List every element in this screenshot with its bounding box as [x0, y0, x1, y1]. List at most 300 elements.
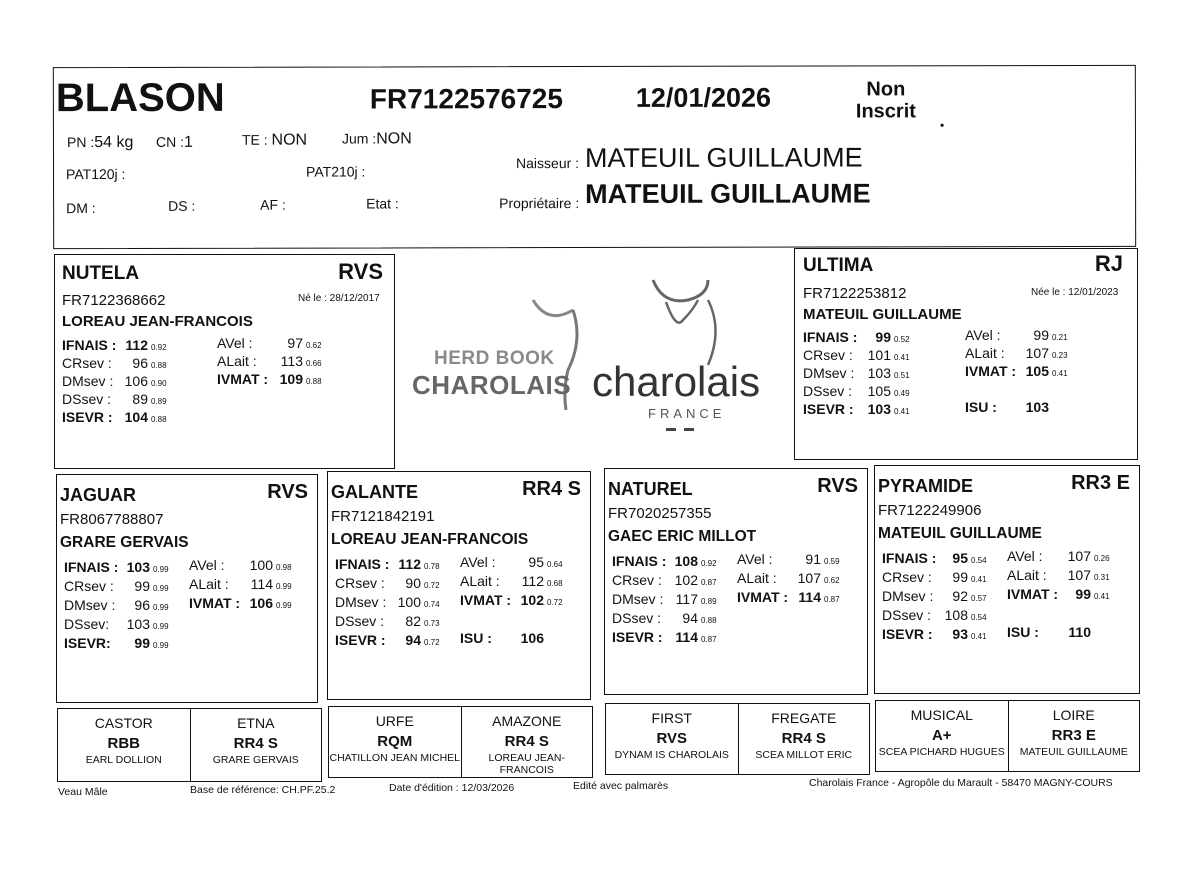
stat-value: 112: [125, 337, 148, 353]
grandparent-stats-left: [612, 553, 717, 648]
great-grandparent-owner: SCEA PICHARD HUGUES: [878, 746, 1005, 758]
grandparent-code: RR4 S: [522, 478, 581, 500]
stat-coefficient: 0.98: [276, 563, 292, 572]
stat-value: 107: [1067, 567, 1091, 583]
brand-text: charolais: [592, 358, 761, 405]
stat-label: CRsev :: [64, 578, 114, 594]
stat-label: ISU :: [460, 630, 492, 646]
footer-palmares: Edité avec palmarès: [573, 780, 669, 792]
stat-value: 108: [674, 553, 698, 569]
stat-coefficient: 0.89: [701, 597, 717, 606]
sire-stats-left: [62, 337, 167, 427]
dam-card: [794, 248, 1138, 460]
grandparent-stats-left: [882, 550, 987, 645]
stat-coefficient: 0.41: [971, 575, 987, 584]
great-grandparent-code: RR3 E: [1051, 727, 1096, 744]
grandparent-stats-right: [189, 557, 292, 614]
stat-value: 103: [867, 365, 891, 381]
stat-row: [612, 572, 717, 591]
stat-value: 103: [126, 559, 150, 575]
stat-row: [803, 329, 910, 347]
stat-row: [189, 595, 292, 614]
stat-label: IVMAT :: [189, 595, 241, 611]
stat-value: 114: [675, 629, 698, 645]
stat-coefficient: 0.26: [1094, 554, 1110, 563]
etat-field: Etat :: [366, 195, 399, 212]
great-grandparent-name: MUSICAL: [910, 707, 973, 723]
great-grandparent-cell: [329, 707, 461, 777]
stat-label: IFNAIS :: [62, 337, 117, 353]
great-grandparent-name: LOIRE: [1052, 707, 1095, 723]
grandparent-name: JAGUAR: [60, 485, 137, 505]
stat-value: 91: [805, 551, 821, 567]
stat-label: IFNAIS :: [612, 553, 667, 569]
stat-row: [1007, 624, 1110, 643]
stat-coefficient: 0.87: [824, 595, 840, 604]
stat-row: [217, 371, 322, 389]
great-grandparent-name: URFE: [375, 713, 414, 729]
sire-id: FR7122368662: [62, 292, 166, 309]
grandparent-name: NATUREL: [608, 479, 693, 499]
stat-row: [460, 573, 563, 592]
stat-row: [62, 391, 167, 409]
great-grandparent-owner: CHATILLON JEAN MICHEL: [329, 752, 460, 764]
stat-coefficient: 0.23: [1052, 351, 1068, 360]
stat-coefficient: 0.21: [1052, 333, 1068, 342]
stat-coefficient: 0.88: [701, 616, 717, 625]
stat-coefficient: 0.88: [151, 361, 167, 370]
stat-label: CRsev :: [335, 575, 385, 591]
stat-value: 106: [520, 630, 544, 646]
stat-row: [189, 576, 292, 595]
stat-label: AVel :: [1007, 548, 1043, 564]
stat-row: [335, 575, 440, 594]
grandparent-card-2: [327, 471, 591, 700]
stat-value: 99: [1033, 327, 1049, 343]
stat-row: [335, 594, 440, 613]
grandparent-code: RVS: [817, 475, 858, 497]
stat-value: 104: [124, 409, 148, 425]
stat-row: [64, 616, 169, 635]
stat-value: 100: [249, 557, 273, 573]
stat-row: [62, 355, 167, 373]
herdbook-charolais-text: CHAROLAIS: [412, 370, 572, 400]
stat-label: IFNAIS :: [882, 550, 937, 566]
sire-owner: LOREAU JEAN-FRANCOIS: [62, 313, 253, 330]
stat-value: 106: [124, 373, 148, 389]
stat-row: [882, 550, 987, 569]
stat-row: [1007, 567, 1110, 586]
stat-coefficient: 0.41: [1052, 369, 1068, 378]
stat-row: [803, 365, 910, 383]
stat-value: 92: [952, 588, 968, 604]
stat-coefficient: 0.59: [824, 557, 840, 566]
stat-row: [737, 589, 840, 608]
stat-label: IVMAT :: [217, 371, 269, 387]
great-grandparent-code: RR4 S: [781, 730, 826, 747]
stat-row: [612, 553, 717, 572]
stat-label: ALait :: [965, 345, 1005, 361]
stat-value: 99: [134, 635, 150, 651]
sire-stats-right: [217, 335, 322, 389]
great-grandparent-cell: [190, 709, 322, 781]
stat-label: CRsev :: [803, 347, 853, 363]
stat-coefficient: 0.64: [547, 560, 563, 569]
dam-stats-left: [803, 329, 910, 419]
dam-owner: MATEUIL GUILLAUME: [803, 306, 962, 323]
stat-label: ALait :: [1007, 567, 1047, 583]
great-grandparent-cell: [876, 701, 1008, 771]
stat-label: ISU :: [1007, 624, 1039, 640]
af-field: AF :: [260, 196, 286, 213]
stat-row: [1007, 586, 1110, 605]
stat-row: [62, 409, 167, 427]
jum-field: Jum :NON: [341, 130, 412, 148]
great-grandparent-code: RBB: [107, 735, 140, 752]
dam-birth-date: Née le : 12/01/2023: [1031, 287, 1119, 298]
stat-coefficient: 0.78: [424, 562, 440, 571]
stat-label: ISEVR :: [882, 626, 933, 642]
stat-label: DSsev:: [64, 616, 110, 632]
great-grandparent-name: FIRST: [651, 710, 692, 726]
stat-row: [612, 610, 717, 629]
stat-value: 106: [249, 595, 273, 611]
brand-sub-text: FRANCE: [648, 406, 726, 421]
grandparent-id: FR8067788807: [60, 511, 164, 528]
great-grandparents-pair-3: [605, 703, 870, 775]
stat-value: 99: [875, 329, 891, 345]
stat-value: 96: [134, 597, 150, 613]
stat-coefficient: 0.87: [701, 635, 717, 644]
pn-field: PN :54 kg: [66, 133, 134, 152]
stat-label: CRsev :: [882, 569, 932, 585]
stat-value: 112: [521, 573, 544, 589]
stat-coefficient: 0.87: [701, 578, 717, 587]
stat-coefficient: 0.54: [971, 556, 987, 565]
stat-label: DSsev :: [803, 383, 853, 399]
stat-row: [612, 591, 717, 610]
stat-coefficient: 0.62: [824, 576, 840, 585]
stat-row: [965, 381, 1068, 399]
stat-value: 112: [398, 556, 421, 572]
stat-value: 96: [132, 355, 148, 371]
animal-name: BLASON: [55, 75, 225, 121]
stat-label: DMsev :: [612, 591, 664, 607]
grandparent-owner: LOREAU JEAN-FRANCOIS: [331, 531, 529, 548]
stat-row: [460, 592, 563, 611]
footer-sex: Veau Mâle: [58, 786, 108, 798]
stat-coefficient: 0.99: [153, 565, 169, 574]
pat210-field: PAT210j :: [306, 163, 366, 180]
stat-row: [1007, 605, 1110, 624]
dm-field: DM :: [66, 200, 96, 217]
stat-coefficient: 0.88: [151, 415, 167, 424]
stat-row: [1007, 548, 1110, 567]
stat-value: 114: [250, 576, 273, 592]
stat-label: DMsev :: [62, 373, 114, 389]
grandparent-card-3: [604, 468, 868, 695]
grandparent-code: RR3 E: [1071, 472, 1130, 494]
great-grandparent-owner: MATEUIL GUILLAUME: [1019, 746, 1128, 758]
stat-value: 105: [1025, 363, 1049, 379]
stat-value: 102: [520, 592, 544, 608]
stat-value: 107: [1067, 548, 1091, 564]
stat-row: [217, 335, 322, 353]
te-field: TE : NON: [241, 131, 308, 149]
stat-coefficient: 0.54: [971, 613, 987, 622]
stat-row: [64, 597, 169, 616]
grandparent-stats-left: [64, 559, 169, 654]
stat-row: [335, 613, 440, 632]
stat-row: [64, 578, 169, 597]
stat-row: [965, 399, 1068, 417]
stat-value: 105: [867, 383, 891, 399]
footer-address: Charolais France - Agropôle du Marault - 58470 MAGNY-COURS: [809, 777, 1113, 789]
ds-field: DS :: [168, 197, 196, 214]
dam-id: FR7122253812: [803, 285, 907, 302]
stat-row: [803, 347, 910, 365]
grandparent-owner: GRARE GERVAIS: [60, 534, 189, 551]
stat-label: AVel :: [189, 557, 225, 573]
dam-code: RJ: [1094, 251, 1123, 276]
stat-value: 109: [279, 371, 303, 387]
cn-field: CN :1: [155, 133, 193, 151]
stat-row: [64, 635, 169, 654]
stat-label: ISU :: [965, 399, 997, 415]
stat-row: [62, 337, 167, 355]
stat-value: 103: [867, 401, 891, 417]
great-grandparent-owner: EARL DOLLION: [85, 754, 162, 766]
stat-coefficient: 0.73: [424, 619, 440, 628]
great-grandparents-pair-2: [328, 706, 593, 778]
stat-row: [335, 632, 440, 651]
stat-coefficient: 0.66: [306, 359, 322, 368]
stat-label: ISEVR :: [62, 409, 113, 425]
stat-row: [882, 626, 987, 645]
great-grandparent-owner: GRARE GERVAIS: [212, 754, 299, 766]
stat-row: [803, 383, 910, 401]
grandparent-card-4: [874, 465, 1140, 694]
stat-row: [882, 607, 987, 626]
stat-coefficient: 0.72: [547, 598, 563, 607]
stat-value: 95: [528, 554, 544, 570]
great-grandparent-name: ETNA: [237, 715, 275, 731]
grandparent-name: PYRAMIDE: [878, 476, 974, 496]
stat-row: [882, 569, 987, 588]
stat-value: 99: [952, 569, 968, 585]
great-grandparent-code: A+: [931, 727, 952, 744]
stat-label: IFNAIS :: [64, 559, 119, 575]
grandparent-id: FR7121842191: [331, 508, 435, 525]
stat-row: [737, 570, 840, 589]
stat-label: ISEVR:: [64, 635, 111, 651]
stat-coefficient: 0.99: [153, 603, 169, 612]
stat-coefficient: 0.72: [424, 581, 440, 590]
stat-label: IFNAIS :: [335, 556, 390, 572]
grandparent-owner: GAEC ERIC MILLOT: [608, 528, 757, 545]
stat-row: [189, 557, 292, 576]
sire-birth-date: Né le : 28/12/2017: [298, 293, 380, 304]
stat-row: [737, 551, 840, 570]
stat-value: 114: [798, 589, 821, 605]
stat-label: ALait :: [460, 573, 500, 589]
stat-coefficient: 0.41: [971, 632, 987, 641]
stat-value: 101: [867, 347, 891, 363]
grandparent-card-1: [56, 474, 318, 703]
stat-value: 110: [1068, 624, 1091, 640]
stat-label: DMsev :: [335, 594, 387, 610]
stat-coefficient: 0.74: [424, 600, 440, 609]
stat-coefficient: 0.57: [971, 594, 987, 603]
stat-label: ISEVR :: [612, 629, 663, 645]
stat-value: 100: [397, 594, 421, 610]
grandparent-id: FR7020257355: [608, 505, 712, 522]
great-grandparent-code: RVS: [656, 730, 688, 747]
stat-label: CRsev :: [612, 572, 662, 588]
stat-row: [460, 554, 563, 573]
status-dot: •: [939, 118, 945, 133]
great-grandparent-name: CASTOR: [94, 715, 153, 731]
stat-coefficient: 0.49: [894, 389, 910, 398]
stat-label: IFNAIS :: [803, 329, 858, 345]
stat-coefficient: 0.31: [1094, 573, 1110, 582]
stat-value: 90: [405, 575, 421, 591]
stat-row: [965, 363, 1068, 381]
dam-stats-right: [965, 327, 1068, 417]
stat-label: DSsev :: [335, 613, 385, 629]
great-grandparent-cell: [461, 707, 593, 777]
stat-row: [460, 630, 563, 649]
stat-label: DMsev :: [803, 365, 855, 381]
great-grandparent-owner: DYNAM IS CHAROLAIS: [614, 749, 729, 761]
stat-value: 107: [1025, 345, 1049, 361]
stat-value: 107: [797, 570, 821, 586]
stat-coefficient: 0.99: [276, 601, 292, 610]
stat-value: 99: [134, 578, 150, 594]
dam-name: ULTIMA: [803, 255, 874, 276]
stat-value: 108: [944, 607, 968, 623]
stat-label: ISEVR :: [803, 401, 854, 417]
sire-name: NUTELA: [62, 263, 140, 284]
footer-edition-date: Date d'édition : 12/03/2026: [389, 782, 515, 794]
great-grandparent-code: RR4 S: [233, 735, 278, 752]
animal-header: [53, 65, 1136, 249]
stat-value: 89: [132, 391, 148, 407]
stat-row: [335, 556, 440, 575]
grandparent-stats-right: [737, 551, 840, 608]
great-grandparent-name: FREGATE: [771, 710, 837, 726]
great-grandparent-code: RQM: [377, 733, 413, 750]
stat-coefficient: 0.41: [1094, 592, 1110, 601]
stat-row: [460, 611, 563, 630]
stat-label: AVel :: [737, 551, 773, 567]
great-grandparents-pair-4: [875, 700, 1140, 772]
stat-label: ALait :: [217, 353, 257, 369]
stat-label: AVel :: [965, 327, 1001, 343]
stat-coefficient: 0.68: [547, 579, 563, 588]
stat-value: 102: [674, 572, 698, 588]
grandparent-code: RVS: [267, 481, 308, 503]
great-grandparent-cell: [58, 709, 190, 781]
stat-value: 82: [405, 613, 421, 629]
grandparent-stats-right: [460, 554, 563, 649]
stat-coefficient: 0.72: [424, 638, 440, 647]
stat-label: CRsev :: [62, 355, 112, 371]
stat-label: ALait :: [737, 570, 777, 586]
stat-label: DMsev :: [64, 597, 116, 613]
great-grandparent-name: AMAZONE: [492, 713, 562, 729]
stat-value: 94: [405, 632, 421, 648]
great-grandparent-owner: LOREAU JEAN-FRANCOIS: [488, 752, 565, 776]
stat-coefficient: 0.52: [894, 335, 910, 344]
stat-coefficient: 0.88: [306, 377, 322, 386]
stat-row: [803, 401, 910, 419]
great-grandparent-cell: [606, 704, 738, 774]
stat-row: [62, 373, 167, 391]
stat-coefficient: 0.41: [894, 407, 910, 416]
charolais-logo: [408, 270, 788, 445]
stat-coefficient: 0.89: [151, 397, 167, 406]
stat-row: [64, 559, 169, 578]
birth-date: 12/01/2026: [635, 82, 772, 113]
stat-label: DMsev :: [882, 588, 934, 604]
stat-coefficient: 0.51: [894, 371, 910, 380]
stat-label: DSsev :: [882, 607, 932, 623]
stat-coefficient: 0.99: [276, 582, 292, 591]
stat-label: IVMAT :: [1007, 586, 1059, 602]
great-grandparent-code: RR4 S: [504, 733, 549, 750]
stat-label: ALait :: [189, 576, 229, 592]
owner-label: Propriétaire :: [499, 195, 580, 212]
stat-label: AVel :: [217, 335, 253, 351]
grandparent-stats-right: [1007, 548, 1110, 643]
pat120-field: PAT120j :: [66, 165, 126, 183]
breeder-label: Naisseur :: [515, 155, 580, 172]
stat-value: 99: [1075, 586, 1091, 602]
stat-value: 117: [675, 591, 698, 607]
grandparent-id: FR7122249906: [878, 502, 982, 519]
stat-row: [965, 345, 1068, 363]
great-grandparents-pair-1: [57, 708, 322, 782]
stat-coefficient: 0.92: [701, 559, 717, 568]
stat-coefficient: 0.92: [151, 343, 167, 352]
footer-base: Base de référence: CH.PF.25.2: [190, 784, 336, 796]
herdbook-text: HERD BOOK: [434, 348, 555, 369]
stat-value: 103: [1025, 399, 1049, 415]
stat-coefficient: 0.62: [306, 341, 322, 350]
stat-value: 95: [952, 550, 968, 566]
stat-label: IVMAT :: [737, 589, 789, 605]
stat-coefficient: 0.99: [153, 622, 169, 631]
great-grandparent-cell: [738, 704, 870, 774]
animal-id: FR7122576725: [369, 83, 563, 115]
stat-row: [882, 588, 987, 607]
grandparent-owner: MATEUIL GUILLAUME: [878, 525, 1042, 542]
grandparent-stats-left: [335, 556, 440, 651]
stat-label: AVel :: [460, 554, 496, 570]
stat-label: IVMAT :: [460, 592, 512, 608]
stat-coefficient: 0.90: [151, 379, 167, 388]
stat-row: [612, 629, 717, 648]
stat-label: ISEVR :: [335, 632, 386, 648]
grandparent-name: GALANTE: [331, 482, 418, 502]
great-grandparent-owner: SCEA MILLOT ERIC: [755, 749, 853, 761]
stat-label: IVMAT :: [965, 363, 1017, 379]
sire-card: [54, 254, 395, 469]
stat-coefficient: 0.99: [153, 641, 169, 650]
stat-value: 93: [952, 626, 968, 642]
stat-coefficient: 0.41: [894, 353, 910, 362]
